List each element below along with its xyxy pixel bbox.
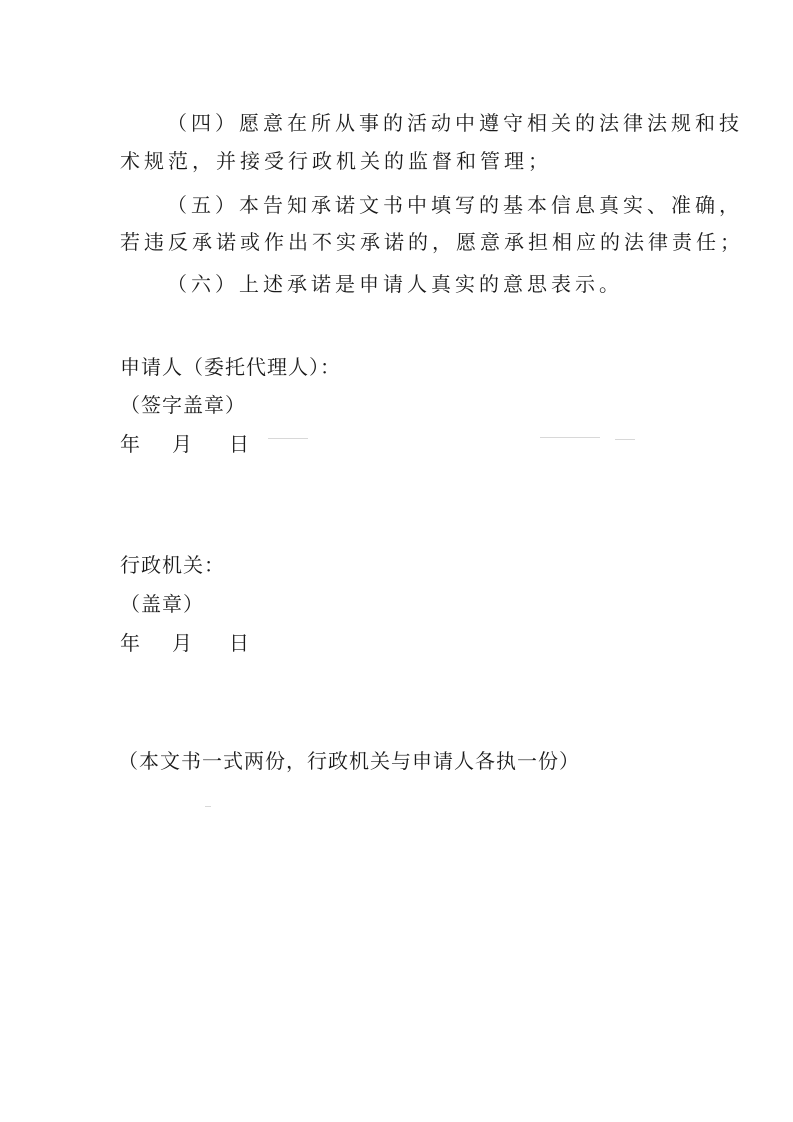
scan-speck xyxy=(205,806,211,807)
authority-label: 行政机关： xyxy=(120,553,225,577)
item4-line2: 术规范，并接受行政机关的监督和管理； xyxy=(120,149,552,173)
applicant-date-year: 年 xyxy=(120,432,140,456)
authority-date-day: 日 xyxy=(229,631,249,655)
item5-line2: 若违反承诺或作出不实承诺的，愿意承担相应的法律责任； xyxy=(120,230,744,254)
authority-date-year: 年 xyxy=(120,631,140,655)
scan-speck xyxy=(540,437,600,438)
applicant-date-month: 月 xyxy=(172,432,192,456)
applicant-sign-note: （签字盖章） xyxy=(120,393,246,417)
authority-seal-note: （盖章） xyxy=(120,592,204,616)
applicant-date-day: 日 xyxy=(229,432,249,456)
item4-line1: （四）愿意在所从事的活动中遵守相关的法律法规和技 xyxy=(167,111,743,135)
item5-line1: （五）本告知承诺文书中填写的基本信息真实、准确， xyxy=(167,193,743,217)
item6-line1: （六）上述承诺是申请人真实的意思表示。 xyxy=(167,272,623,296)
applicant-label: 申请人（委托代理人）： xyxy=(120,355,341,379)
scan-speck xyxy=(615,439,635,440)
scan-speck xyxy=(268,438,308,439)
authority-date-month: 月 xyxy=(172,631,192,655)
footer-note: （本文书一式两份，行政机关与申请人各执一份） xyxy=(118,749,580,773)
